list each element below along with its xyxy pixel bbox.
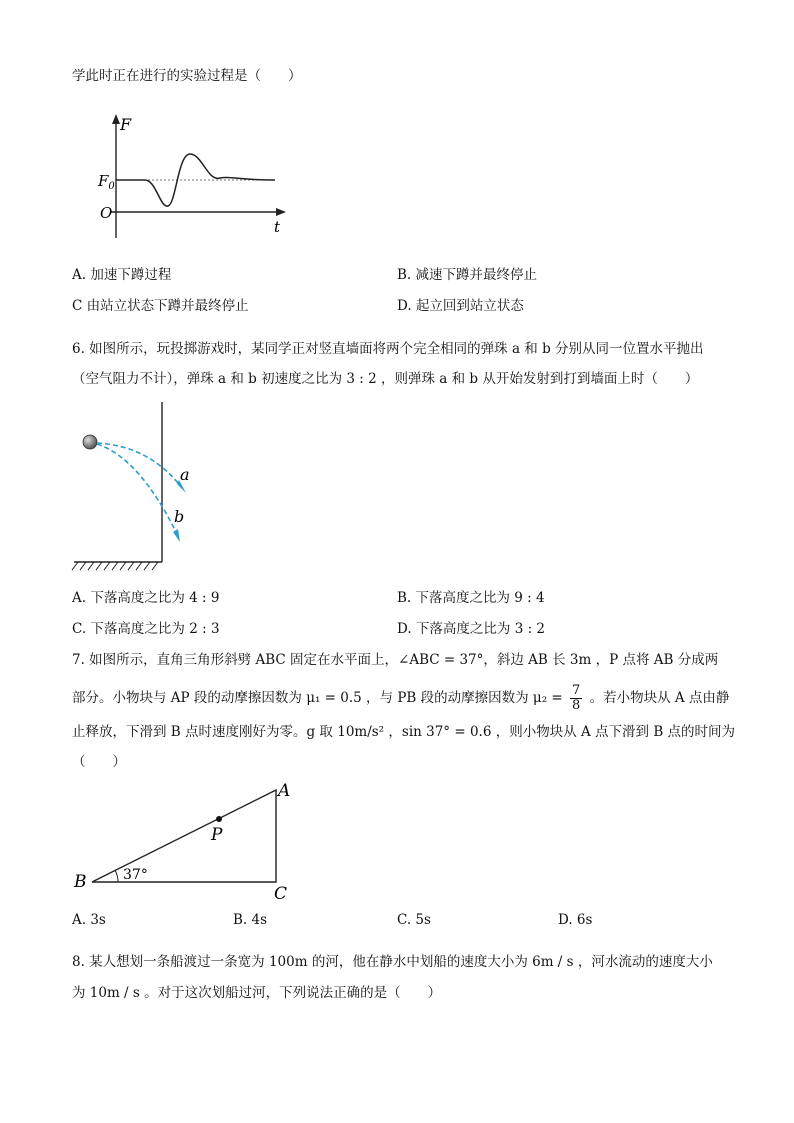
q7-stem-line1: 7. 如图所示，直角三角形斜劈 ABC 固定在水平面上，∠ABC = 37°，斜边 AB 长 3m ，P 点将 AB 分成两 bbox=[72, 652, 719, 668]
q7-label-c: C bbox=[274, 884, 288, 900]
q5-force-time-graph bbox=[90, 110, 290, 245]
q7-angle-arc bbox=[115, 870, 118, 882]
q7-label-p: P bbox=[211, 825, 223, 845]
q6-trajectory-a bbox=[97, 443, 182, 488]
q5-graph-axes bbox=[110, 114, 286, 238]
q5-stem: 学此时正在进行的实验过程是（ ） bbox=[72, 68, 302, 84]
q5-label-t: t bbox=[274, 218, 281, 236]
q6-label-b: b bbox=[174, 507, 185, 526]
q8-stem-line1: 8. 某人想划一条船渡过一条宽为 100m 的河，他在静水中划船的速度大小为 6m / s ，河水流动的速度大小 bbox=[72, 954, 713, 970]
q7-angle-label: 37° bbox=[123, 867, 148, 883]
q7-stem-line2-end: 。若小物块从 A 点由静 bbox=[589, 690, 730, 706]
q6-trajectory-b bbox=[97, 444, 178, 536]
q6-ground-hatch bbox=[72, 562, 158, 570]
q7-point-p bbox=[216, 816, 222, 822]
q7-stem-line2 bbox=[72, 684, 729, 713]
q7-label-a: A bbox=[278, 781, 291, 801]
q5-label-f0: $F_0$ bbox=[98, 172, 115, 192]
q5-option-c[interactable]: C 由站立状态下蹲并最终停止 bbox=[72, 298, 249, 314]
q7-fraction-7-8 bbox=[570, 684, 582, 713]
q5-label-f: F bbox=[120, 115, 132, 134]
q7-fraction-numerator: 7 bbox=[572, 683, 581, 698]
q5-option-b[interactable]: B. 减速下蹲并最终停止 bbox=[397, 267, 538, 283]
q7-option-c[interactable]: C. 5s bbox=[397, 912, 431, 928]
q7-stem-line3: 止释放，下滑到 B 点时速度刚好为零。g 取 10m/s² ，sin 37° = 0.6 ，则小物块从 A 点下滑到 B 点的时间为 bbox=[72, 724, 736, 740]
q5-option-d[interactable]: D. 起立回到站立状态 bbox=[397, 298, 524, 314]
q7-option-a[interactable]: A. 3s bbox=[72, 912, 106, 928]
q7-stem-line2-start: 部分。小物块与 AP 段的动摩擦因数为 μ₁ = 0.5 ，与 PB 段的动摩擦因数为 μ₂ = bbox=[72, 690, 563, 706]
q7-incline-diagram bbox=[70, 775, 310, 900]
q5-force-curve bbox=[116, 154, 275, 206]
q6-option-c[interactable]: C. 下落高度之比为 2 : 3 bbox=[72, 621, 220, 637]
q7-stem-line4: （ ） bbox=[72, 754, 126, 770]
q6-stem-line1: 6. 如图所示，玩投掷游戏时，某同学正对竖直墙面将两个完全相同的弹珠 a 和 b 分别从同一位置水平抛出 bbox=[72, 341, 704, 357]
q6-option-b[interactable]: B. 下落高度之比为 9 : 4 bbox=[397, 590, 545, 606]
q7-option-d[interactable]: D. 6s bbox=[558, 912, 593, 928]
q7-option-b[interactable]: B. 4s bbox=[233, 912, 268, 928]
q5-option-a[interactable]: A. 加速下蹲过程 bbox=[72, 267, 172, 283]
q5-label-o: O bbox=[100, 204, 113, 222]
q6-option-d[interactable]: D. 下落高度之比为 3 : 2 bbox=[397, 621, 546, 637]
q7-fraction-denominator: 8 bbox=[572, 698, 581, 713]
q6-marble bbox=[83, 435, 97, 449]
q6-arrow-b bbox=[173, 529, 180, 542]
q7-triangle-abc bbox=[92, 790, 276, 882]
q6-wall-diagram bbox=[70, 398, 210, 573]
q6-stem-line2: （空气阻力不计），弹珠 a 和 b 初速度之比为 3 : 2 ，则弹珠 a 和 b 从开始发射到打到墙面上时（ ） bbox=[72, 371, 699, 387]
q6-label-a: a bbox=[180, 465, 190, 484]
q6-option-a[interactable]: A. 下落高度之比为 4 : 9 bbox=[72, 590, 220, 606]
q8-stem-line2: 为 10m / s 。对于这次划船过河，下列说法正确的是（ ） bbox=[72, 985, 442, 1001]
q7-label-b: B bbox=[74, 872, 87, 892]
